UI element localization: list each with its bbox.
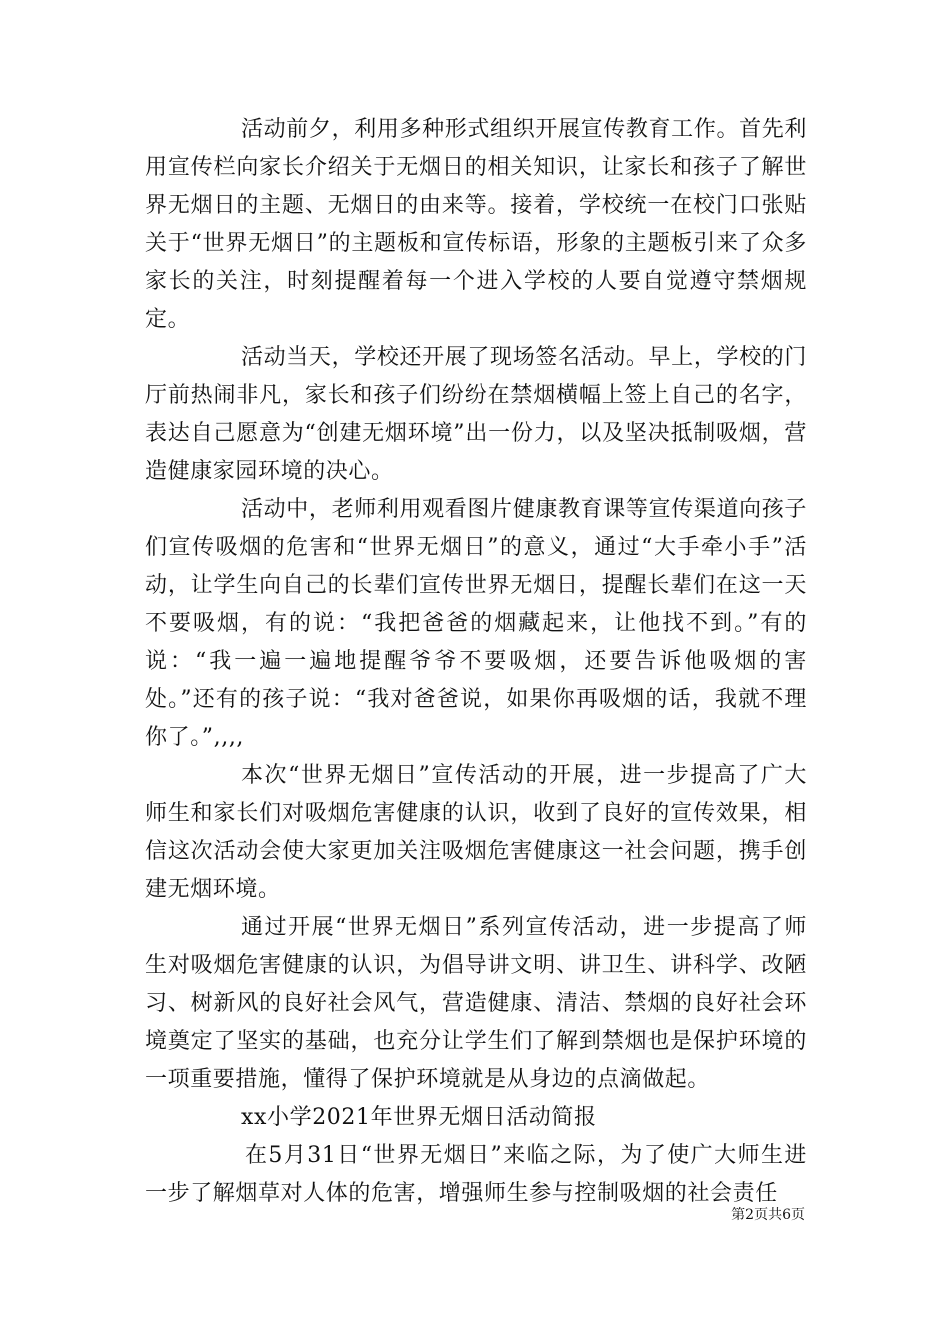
paragraph-preparation: 活动前夕，利用多种形式组织开展宣传教育工作。首先利用宣传栏向家长介绍关于无烟日的相关知识，让家长和孩子了解世界无烟日的主题、无烟日的由来等。接着，学校统一在校门口张贴关于“世界无烟日”的主题板和宣传标语，形象的主题板引来了众多家长的关注，时刻提醒着每一个进入学校的人要自觉遵守禁烟规定。 [145,117,807,332]
paragraph-classroom-activity: 活动中，老师利用观看图片健康教育课等宣传渠道向孩子们宣传吸烟的危害和“世界无烟日”的意义，通过“大手牵小手”活动，让学生向自己的长辈们宣传世界无烟日，提醒长辈们在这一天不要吸烟，有的说：“我把爸爸的烟藏起来，让他找不到。”有的说：“我一遍一遍地提醒爷爷不要吸烟，还要告诉他吸烟的害处。”还有的孩子说：“我对爸爸说，如果你再吸烟的话，我就不理你了。”,,,, [145,497,807,750]
document-body [145,111,807,1213]
paragraph-summary: 通过开展“世界无烟日”系列宣传活动，进一步提高了师生对吸烟危害健康的认识，为倡导讲文明、讲卫生、讲科学、改陋习、树新风的良好社会风气，营造健康、清洁、禁烟的良好社会环境奠定了坚实的基础，也充分让学生们了解到禁烟也是保护环境的一项重要措施，懂得了保护环境就是从身边的点滴做起。 [145,915,807,1092]
page-number-footer: 第2页共6页 [731,1207,805,1223]
report-lead-paragraph: 在5月31日“世界无烟日”来临之际，为了使广大师生进一步了解烟草对人体的危害，增强师生参与控制吸烟的社会责任 [145,1143,807,1206]
paragraph-signing-activity: 活动当天，学校还开展了现场签名活动。早上，学校的门厅前热闹非凡，家长和孩子们纷纷在禁烟横幅上签上自己的名字，表达自己愿意为“创建无烟环境”出一份力，以及坚决抵制吸烟，营造健康家园环境的决心。 [145,345,807,484]
paragraph-results: 本次“世界无烟日”宣传活动的开展，进一步提高了广大师生和家长们对吸烟危害健康的认识，收到了良好的宣传效果，相信这次活动会使大家更加关注吸烟危害健康这一社会问题，携手创建无烟环境。 [145,763,807,902]
report-title: xx小学2021年世界无烟日活动简报 [241,1105,597,1130]
